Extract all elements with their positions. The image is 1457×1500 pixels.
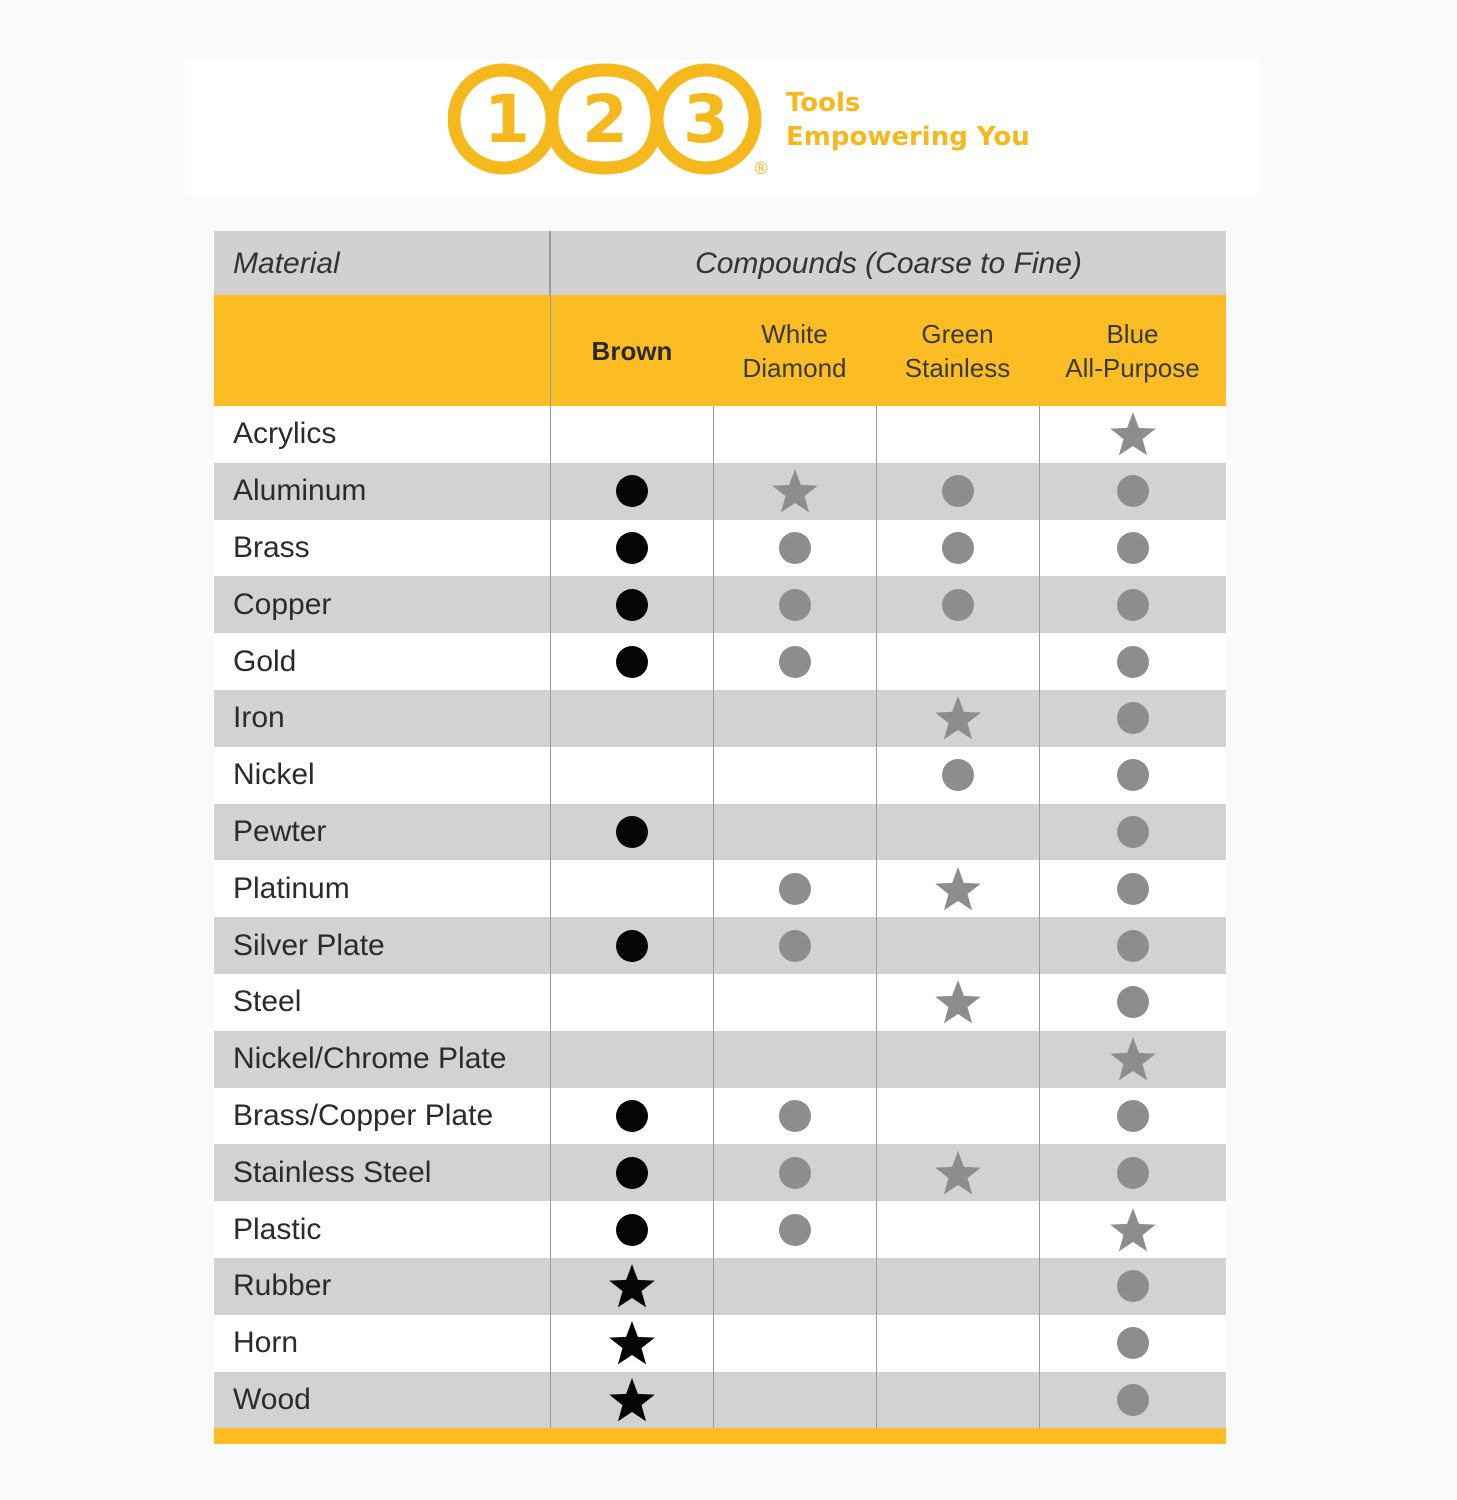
gray-dot-icon	[942, 589, 974, 621]
gray-dot-icon	[1117, 1384, 1149, 1416]
compound-cell	[713, 1372, 876, 1429]
compound-header-blue-all-purpose	[1039, 295, 1226, 406]
tagline-line-1: Tools	[786, 88, 861, 118]
table-row-plastic	[214, 1201, 1226, 1258]
table-row-steel	[214, 974, 1226, 1031]
compound-cell	[876, 1372, 1039, 1429]
table-body	[214, 406, 1226, 1428]
material-name: Iron	[233, 701, 285, 735]
star-shape	[609, 1321, 655, 1364]
star-shape	[935, 1151, 981, 1194]
material-header-blank	[214, 295, 551, 406]
compound-header-green-stainless	[876, 295, 1039, 406]
logo-digit-2: 2	[582, 81, 628, 158]
compound-cell	[713, 576, 876, 633]
compound-cell	[876, 747, 1039, 804]
compound-cell	[1039, 690, 1226, 747]
gray-dot-icon	[779, 532, 811, 564]
compound-cell	[1039, 1088, 1226, 1145]
table-bottom-bar	[214, 1428, 1226, 1444]
star-shape	[1110, 1208, 1156, 1251]
compound-cell	[713, 860, 876, 917]
compound-cell	[1039, 576, 1226, 633]
gray-star-icon	[1108, 410, 1158, 458]
star-shape	[935, 867, 981, 910]
table-row-rubber	[214, 1258, 1226, 1315]
compound-cell	[876, 1144, 1039, 1201]
material-name: Gold	[233, 644, 297, 678]
gray-star-icon	[933, 865, 983, 913]
compound-cell	[1039, 804, 1226, 861]
compound-header-label	[592, 334, 673, 368]
table-header-row	[214, 231, 1226, 295]
compound-cell	[551, 690, 713, 747]
material-name: Copper	[233, 587, 332, 621]
compound-cell	[1039, 633, 1226, 690]
tagline-line-2: Empowering You	[786, 122, 1030, 152]
compound-cell	[1039, 463, 1226, 520]
material-name: Nickel	[233, 758, 315, 792]
gray-dot-icon	[779, 1157, 811, 1189]
table-row-horn	[214, 1315, 1226, 1372]
compound-cell	[713, 1144, 876, 1201]
gray-dot-icon	[1117, 1270, 1149, 1302]
compound-cell	[876, 860, 1039, 917]
compound-cell	[1039, 1372, 1226, 1429]
gray-dot-icon	[1117, 532, 1149, 564]
compound-cell	[876, 576, 1039, 633]
logo-digit-1: 1	[484, 81, 530, 158]
column-divider	[713, 406, 714, 1428]
black-star-icon	[607, 1262, 657, 1310]
compound-cell	[713, 1201, 876, 1258]
column-divider	[876, 406, 877, 1428]
compound-cell	[1039, 917, 1226, 974]
gray-dot-icon	[779, 1214, 811, 1246]
compound-cell	[713, 747, 876, 804]
compound-header-line: Brown	[591, 335, 673, 366]
table-row-copper	[214, 576, 1226, 633]
black-dot-icon	[616, 816, 648, 848]
material-name: Steel	[233, 985, 302, 1019]
compound-cell	[1039, 1258, 1226, 1315]
compound-cell	[1039, 520, 1226, 577]
compound-header-label	[742, 317, 846, 385]
table-row-aluminum	[214, 463, 1226, 520]
compound-cell	[551, 1372, 713, 1429]
compound-cell	[876, 1088, 1039, 1145]
gray-dot-icon	[779, 646, 811, 678]
gray-dot-icon	[1117, 816, 1149, 848]
star-shape	[1110, 1037, 1156, 1080]
table-row-nickel-chrome-plate	[214, 1031, 1226, 1088]
compound-cell	[876, 1258, 1039, 1315]
compound-cell	[551, 1031, 713, 1088]
compound-cell	[1039, 1031, 1226, 1088]
compound-cell	[876, 463, 1039, 520]
compound-cell	[876, 917, 1039, 974]
compound-cell	[876, 974, 1039, 1031]
compound-cell	[713, 1031, 876, 1088]
compounds-header: Compounds (Coarse to Fine)	[695, 247, 1082, 280]
gray-dot-icon	[1117, 475, 1149, 507]
compound-header-white-diamond	[713, 295, 876, 406]
compound-header-line: Blue	[1106, 318, 1159, 349]
compound-header-line: All-Purpose	[1065, 352, 1200, 383]
gray-star-icon	[1108, 1035, 1158, 1083]
compound-names-row	[214, 295, 1226, 406]
compound-header-line: White	[761, 318, 828, 349]
compound-cell	[551, 406, 713, 463]
gray-dot-icon	[1117, 873, 1149, 905]
gray-dot-icon	[1117, 1100, 1149, 1132]
gray-dot-icon	[1117, 759, 1149, 791]
material-name: Rubber	[233, 1269, 332, 1303]
gray-star-icon	[1108, 1206, 1158, 1254]
compound-cell	[1039, 1144, 1226, 1201]
table-row-brass	[214, 520, 1226, 577]
logo-digit-3: 3	[683, 81, 729, 158]
compound-cell	[876, 633, 1039, 690]
material-name: Silver Plate	[233, 928, 385, 962]
column-divider	[1039, 406, 1040, 1428]
gray-dot-icon	[1117, 986, 1149, 1018]
star-shape	[772, 469, 818, 512]
compound-cell	[1039, 860, 1226, 917]
black-star-icon	[607, 1376, 657, 1424]
compound-cell	[551, 1201, 713, 1258]
compound-cell	[551, 1144, 713, 1201]
compound-cell	[551, 1258, 713, 1315]
gray-dot-icon	[1117, 1157, 1149, 1189]
compound-cell	[551, 860, 713, 917]
star-shape	[935, 980, 981, 1023]
material-name: Platinum	[233, 871, 350, 905]
star-shape	[1110, 412, 1156, 455]
material-name: Pewter	[233, 814, 327, 848]
gray-dot-icon	[1117, 702, 1149, 734]
material-name: Nickel/Chrome Plate	[233, 1042, 507, 1076]
material-name: Brass	[233, 530, 310, 564]
black-dot-icon	[616, 475, 648, 507]
black-dot-icon	[616, 1100, 648, 1132]
black-dot-icon	[616, 589, 648, 621]
compound-cell	[551, 917, 713, 974]
compound-cell	[876, 1315, 1039, 1372]
compound-cell	[713, 406, 876, 463]
compound-cell	[1039, 406, 1226, 463]
compound-cell	[876, 804, 1039, 861]
compound-cell	[551, 576, 713, 633]
compound-header-brown	[551, 295, 713, 406]
material-column-header: Material	[214, 231, 550, 295]
gray-dot-icon	[942, 759, 974, 791]
column-divider	[550, 231, 551, 1428]
star-shape	[609, 1378, 655, 1421]
compound-cell	[713, 804, 876, 861]
compound-cell	[713, 690, 876, 747]
compound-cell	[713, 463, 876, 520]
table-row-stainless-steel	[214, 1144, 1226, 1201]
gray-dot-icon	[1117, 1327, 1149, 1359]
gray-dot-icon	[779, 1100, 811, 1132]
black-dot-icon	[616, 532, 648, 564]
table-row-nickel	[214, 747, 1226, 804]
compound-cell	[551, 463, 713, 520]
table-row-brass-copper-plate	[214, 1088, 1226, 1145]
gray-dot-icon	[779, 873, 811, 905]
compound-cell	[876, 690, 1039, 747]
compound-cell	[713, 917, 876, 974]
compound-cell	[1039, 974, 1226, 1031]
gray-dot-icon	[942, 475, 974, 507]
material-name: Acrylics	[233, 417, 337, 451]
gray-dot-icon	[1117, 589, 1149, 621]
table-row-pewter	[214, 804, 1226, 861]
compound-cell	[713, 520, 876, 577]
compound-cell	[876, 520, 1039, 577]
compound-header-line: Stainless	[904, 352, 1011, 383]
compound-cell	[1039, 1201, 1226, 1258]
compound-header-line: Green	[921, 318, 994, 349]
star-shape	[935, 696, 981, 739]
material-name: Plastic	[233, 1212, 322, 1246]
gray-dot-icon	[779, 930, 811, 962]
gray-star-icon	[933, 978, 983, 1026]
compound-cell	[713, 1315, 876, 1372]
compound-cell	[551, 633, 713, 690]
table-row-acrylics	[214, 406, 1226, 463]
black-dot-icon	[616, 930, 648, 962]
black-dot-icon	[616, 1157, 648, 1189]
gray-dot-icon	[1117, 646, 1149, 678]
compound-cell	[551, 1088, 713, 1145]
table-row-wood	[214, 1372, 1226, 1429]
black-star-icon	[607, 1319, 657, 1367]
compound-cell	[1039, 1315, 1226, 1372]
gray-star-icon	[933, 1149, 983, 1197]
compound-cell	[551, 520, 713, 577]
compound-cell	[713, 1258, 876, 1315]
compound-cell	[1039, 747, 1226, 804]
gray-dot-icon	[779, 589, 811, 621]
material-name: Aluminum	[233, 474, 367, 508]
compound-cell	[876, 1031, 1039, 1088]
compound-cell	[551, 747, 713, 804]
gray-dot-icon	[942, 532, 974, 564]
compound-header-label	[1065, 317, 1199, 385]
star-shape	[609, 1264, 655, 1307]
table-row-gold	[214, 633, 1226, 690]
compound-header-label	[905, 317, 1011, 385]
brand-tagline	[786, 86, 1030, 154]
compound-cell	[551, 974, 713, 1031]
gray-star-icon	[770, 467, 820, 515]
compound-cell	[551, 804, 713, 861]
gray-dot-icon	[1117, 930, 1149, 962]
material-name: Stainless Steel	[233, 1155, 432, 1189]
compound-cell	[713, 974, 876, 1031]
registered-mark: ®	[752, 159, 770, 179]
gray-star-icon	[933, 694, 983, 742]
table-row-silver-plate	[214, 917, 1226, 974]
table-row-iron	[214, 690, 1226, 747]
compound-header-line: Diamond	[742, 352, 847, 383]
compound-cell	[876, 1201, 1039, 1258]
material-name: Brass/Copper Plate	[233, 1098, 494, 1132]
compound-cell	[876, 406, 1039, 463]
table-row-platinum	[214, 860, 1226, 917]
material-name: Wood	[233, 1382, 311, 1416]
material-name: Horn	[233, 1326, 299, 1360]
black-dot-icon	[616, 646, 648, 678]
brand-logo	[448, 58, 778, 183]
compound-cell	[713, 633, 876, 690]
compound-compatibility-table	[214, 231, 1226, 1444]
compound-cell	[551, 1315, 713, 1372]
black-dot-icon	[616, 1214, 648, 1246]
compound-cell	[713, 1088, 876, 1145]
